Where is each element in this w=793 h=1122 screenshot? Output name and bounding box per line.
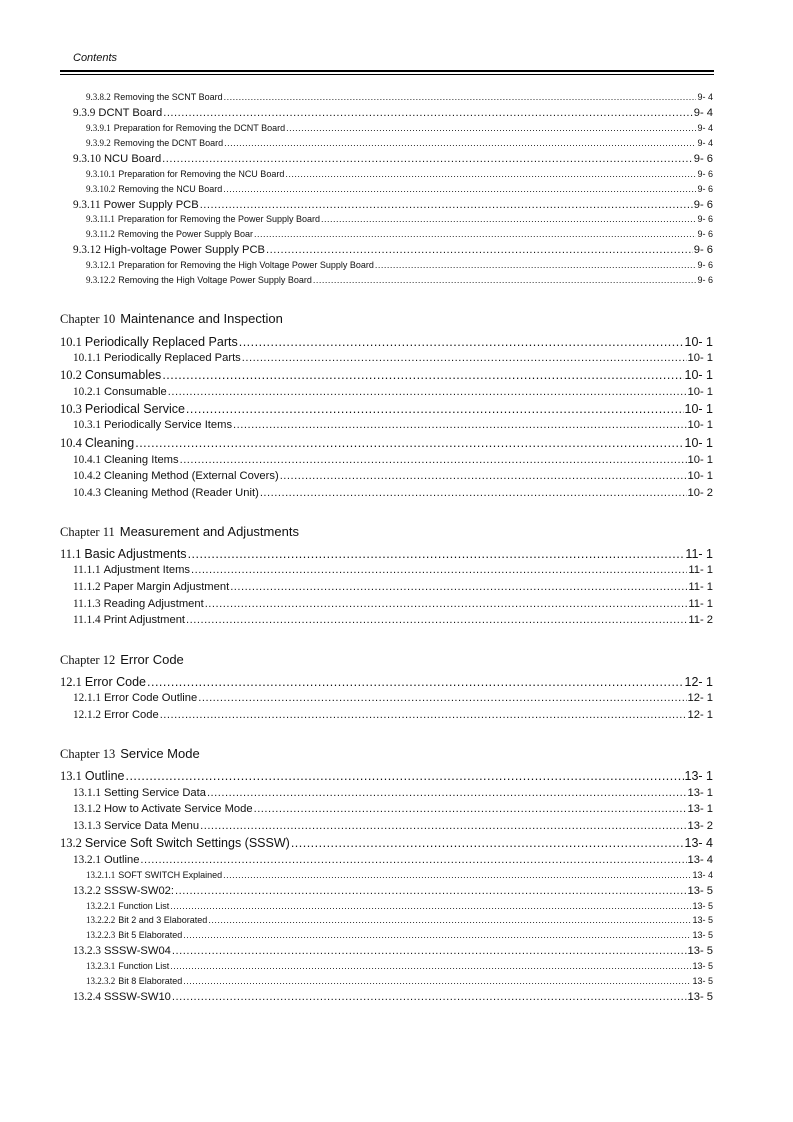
toc-leader-dots	[125, 769, 683, 783]
toc-entry[interactable]	[86, 275, 713, 285]
toc-entry-title: Service Data Menu	[103, 820, 200, 832]
toc-entry-title: Preparation for Removing the NCU Board	[118, 169, 285, 179]
toc-entry-number: 13.2.2.2	[86, 915, 116, 925]
toc-entry-number: 13.2.4	[73, 991, 101, 1003]
toc-entry-title: Periodically Service Items	[103, 419, 233, 431]
toc-entry-number: 10.3.1	[73, 419, 101, 431]
toc-leader-dots	[186, 614, 687, 626]
toc-leader-dots	[224, 92, 697, 102]
toc-entry-title: Cleaning Items	[103, 454, 179, 466]
toc-entry[interactable]	[86, 214, 713, 224]
toc-entry[interactable]	[86, 260, 713, 270]
toc-entry[interactable]	[73, 991, 713, 1003]
toc-entry-number: 10.4.3	[73, 487, 101, 499]
toc-entry-number: 11.1.1	[73, 564, 101, 576]
toc-entry-number: 13.1.3	[73, 820, 101, 832]
toc-entry-page: 9- 4	[697, 92, 713, 102]
toc-entry[interactable]	[73, 199, 713, 211]
toc-leader-dots	[172, 945, 687, 957]
toc-entry-title: Removing the SCNT Board	[113, 92, 223, 102]
toc-entry-page: 11- 1	[685, 547, 713, 561]
toc-entry[interactable]	[86, 138, 713, 148]
toc-entry-page: 9- 6	[697, 214, 713, 224]
toc-entry-number: 9.3.12	[73, 244, 101, 256]
toc-entry[interactable]	[73, 787, 713, 799]
toc-entry[interactable]	[73, 487, 713, 499]
toc-entry-title: Bit 5 Elaborated	[118, 930, 183, 940]
toc-entry-page: 9- 6	[693, 153, 713, 165]
toc-entry[interactable]	[73, 945, 713, 957]
chapter-label: Chapter 12	[60, 653, 116, 667]
toc-leader-dots	[183, 976, 691, 986]
toc-leader-dots	[223, 870, 691, 880]
chapter-label: Chapter 10	[60, 312, 116, 326]
toc-entry-title: Removing the NCU Board	[118, 184, 223, 194]
toc-entry-title: SSSW-SW10	[103, 991, 171, 1003]
toc-leader-dots	[160, 709, 687, 721]
toc-leader-dots	[140, 854, 686, 866]
toc-entry-page: 10- 1	[684, 368, 713, 382]
toc-entry-title: Service Soft Switch Settings (SSSW)	[84, 836, 290, 850]
toc-entry-number: 13.2.2.1	[86, 901, 116, 911]
toc-entry-number: 13.2.3.1	[86, 961, 116, 971]
toc-entry-title: Error Code	[84, 675, 147, 689]
toc-entry[interactable]	[60, 436, 713, 451]
toc-leader-dots	[162, 153, 693, 165]
toc-entry-number: 9.3.10.1	[86, 169, 116, 179]
toc-entry-title: Removing the Power Supply Boar	[117, 229, 253, 239]
toc-entry-number: 9.3.12.1	[86, 260, 116, 270]
toc-entry-page: 10- 1	[687, 470, 713, 482]
toc-entry-number: 9.3.9.2	[86, 138, 111, 148]
toc-entry-title: Paper Margin Adjustment	[103, 581, 230, 593]
toc-entry-title: SSSW-SW04	[103, 945, 171, 957]
toc-leader-dots	[198, 692, 686, 704]
toc-entry[interactable]	[73, 598, 713, 610]
toc-entry-number: 10.4.2	[73, 470, 101, 482]
toc-entry-number: 9.3.12.2	[86, 275, 116, 285]
toc-entry-title: Error Code Outline	[103, 692, 198, 704]
toc-entry-page: 13- 4	[684, 836, 713, 850]
toc-leader-dots	[321, 214, 696, 224]
chapter-heading	[60, 524, 299, 540]
toc-leader-dots	[191, 564, 687, 576]
toc-leader-dots	[286, 123, 696, 133]
toc-entry-page: 10- 1	[684, 436, 713, 450]
toc-entry[interactable]	[73, 153, 713, 165]
header-title: Contents	[73, 52, 118, 64]
toc-entry[interactable]	[73, 803, 713, 815]
toc-entry-page: 9- 6	[697, 169, 713, 179]
toc-entry[interactable]	[60, 547, 713, 562]
toc-entry-title: Consumable	[103, 386, 167, 398]
toc-entry[interactable]	[73, 564, 713, 576]
toc-leader-dots	[186, 402, 684, 416]
toc-leader-dots	[208, 915, 691, 925]
toc-entry-number: 13.2.3.2	[86, 976, 116, 986]
toc-entry-page: 9- 6	[697, 260, 713, 270]
toc-entry-number: 13.2.2	[73, 885, 101, 897]
toc-entry-number: 13.2.1	[73, 854, 101, 866]
toc-entry-title: DCNT Board	[98, 107, 163, 119]
toc-entry-title: Function List	[118, 961, 170, 971]
toc-entry-title: NCU Board	[103, 153, 162, 165]
toc-entry-number: 11.1	[60, 547, 82, 561]
toc-entry-page: 13- 1	[684, 769, 713, 783]
toc-entry-number: 13.1.2	[73, 803, 101, 815]
toc-entry-title: Adjustment Items	[103, 564, 190, 576]
toc-entry[interactable]	[73, 854, 713, 866]
toc-entry-title: Removing the DCNT Board	[113, 138, 224, 148]
toc-entry[interactable]	[73, 470, 713, 482]
toc-entry-title: Outline	[103, 854, 140, 866]
toc-leader-dots	[188, 547, 685, 561]
toc-entry-number: 10.4	[60, 436, 82, 450]
toc-entry-page: 12- 1	[684, 675, 713, 689]
toc-entry-number: 13.2.3	[73, 945, 101, 957]
toc-entry-page: 9- 6	[697, 184, 713, 194]
toc-entry-number: 9.3.10	[73, 153, 101, 165]
toc-leader-dots	[200, 199, 693, 211]
toc-entry-number: 12.1.2	[73, 709, 101, 721]
toc-leader-dots	[242, 352, 687, 364]
toc-entry-page: 13- 5	[692, 915, 713, 925]
toc-entry[interactable]	[60, 402, 713, 417]
toc-entry-title: SOFT SWITCH Explained	[118, 870, 223, 880]
toc-entry-title: Preparation for Removing the High Voltage Power Supply Board	[118, 260, 374, 270]
toc-entry[interactable]	[86, 229, 713, 239]
toc-entry-page: 10- 1	[687, 419, 713, 431]
header-rule	[60, 70, 714, 72]
toc-entry-number: 9.3.11.2	[86, 229, 115, 239]
toc-entry-page: 13- 5	[687, 885, 713, 897]
toc-entry-title: Cleaning Method (External Covers)	[103, 470, 279, 482]
toc-leader-dots	[285, 169, 696, 179]
toc-entry-number: 9.3.8.2	[86, 92, 111, 102]
toc-entry[interactable]	[73, 614, 713, 626]
toc-entry-title: Reading Adjustment	[103, 598, 204, 610]
toc-entry[interactable]	[60, 836, 713, 851]
chapter-title: Maintenance and Inspection	[120, 311, 283, 326]
toc-entry-number: 9.3.11	[73, 199, 101, 211]
toc-entry-page: 10- 1	[684, 402, 713, 416]
toc-leader-dots	[233, 419, 686, 431]
toc-entry-title: How to Activate Service Mode	[103, 803, 253, 815]
toc-entry[interactable]	[86, 901, 713, 911]
toc-entry-number: 13.1	[60, 769, 82, 783]
toc-entry[interactable]	[86, 930, 713, 940]
toc-entry-page: 11- 2	[688, 614, 713, 626]
toc-leader-dots	[135, 436, 683, 450]
toc-entry-number: 9.3.11.1	[86, 214, 115, 224]
toc-leader-dots	[175, 885, 686, 897]
toc-leader-dots	[200, 820, 686, 832]
toc-leader-dots	[170, 901, 691, 911]
toc-leader-dots	[172, 991, 687, 1003]
toc-leader-dots	[313, 275, 697, 285]
toc-entry-page: 9- 4	[697, 138, 713, 148]
toc-entry-title: Power Supply PCB	[103, 199, 199, 211]
chapter-heading	[60, 652, 184, 668]
toc-leader-dots	[254, 229, 696, 239]
toc-leader-dots	[260, 487, 687, 499]
toc-entry-title: Removing the High Voltage Power Supply Board	[118, 275, 312, 285]
toc-entry-title: SSSW-SW02:	[103, 885, 175, 897]
toc-entry-page: 13- 4	[692, 870, 713, 880]
toc-entry-number: 13.2.1.1	[86, 870, 116, 880]
toc-leader-dots	[207, 787, 687, 799]
toc-entry-title: Preparation for Removing the Power Supply Board	[117, 214, 321, 224]
toc-leader-dots	[375, 260, 697, 270]
toc-leader-dots	[223, 184, 696, 194]
toc-entry-page: 11- 1	[688, 598, 713, 610]
chapter-heading	[60, 746, 200, 762]
toc-entry[interactable]	[86, 976, 713, 986]
toc-entry-title: Periodically Replaced Parts	[84, 335, 238, 349]
toc-leader-dots	[170, 961, 691, 971]
toc-leader-dots	[224, 138, 696, 148]
toc-entry-title: Bit 8 Elaborated	[118, 976, 183, 986]
toc-entry[interactable]	[73, 692, 713, 704]
toc-entry-page: 10- 1	[687, 386, 713, 398]
chapter-label: Chapter 11	[60, 525, 115, 539]
chapter-title: Measurement and Adjustments	[119, 524, 299, 539]
toc-entry-page: 13- 5	[692, 976, 713, 986]
toc-entry-number: 13.1.1	[73, 787, 101, 799]
toc-entry[interactable]	[73, 820, 713, 832]
toc-entry[interactable]	[86, 169, 713, 179]
toc-entry-page: 13- 2	[687, 820, 713, 832]
toc-entry-page: 9- 6	[693, 199, 713, 211]
toc-entry-title: Cleaning	[84, 436, 135, 450]
toc-leader-dots	[230, 581, 687, 593]
toc-entry-title: Consumables	[84, 368, 162, 382]
toc-entry[interactable]	[60, 368, 713, 383]
chapter-label: Chapter 13	[60, 747, 116, 761]
toc-leader-dots	[180, 454, 687, 466]
toc-leader-dots	[162, 368, 683, 382]
toc-entry-page: 13- 5	[692, 930, 713, 940]
toc-entry[interactable]	[86, 961, 713, 971]
toc-entry-number: 12.1.1	[73, 692, 101, 704]
toc-entry-title: High-voltage Power Supply PCB	[103, 244, 266, 256]
toc-leader-dots	[280, 470, 687, 482]
toc-entry-page: 10- 2	[687, 487, 713, 499]
toc-entry[interactable]	[86, 92, 713, 102]
toc-entry-number: 11.1.2	[73, 581, 101, 593]
toc-entry[interactable]	[60, 675, 713, 690]
toc-leader-dots	[163, 107, 693, 119]
toc-entry[interactable]	[86, 915, 713, 925]
toc-entry-page: 9- 6	[693, 244, 713, 256]
chapter-title: Service Mode	[120, 746, 200, 761]
toc-entry-page: 11- 1	[688, 564, 713, 576]
toc-leader-dots	[205, 598, 688, 610]
toc-entry-page: 9- 4	[697, 123, 713, 133]
toc-entry[interactable]	[73, 244, 713, 256]
toc-entry-title: Outline	[84, 769, 125, 783]
toc-entry-number: 12.1	[60, 675, 82, 689]
toc-entry-page: 13- 5	[687, 991, 713, 1003]
toc-entry-title: Periodically Replaced Parts	[103, 352, 241, 364]
toc-entry-title: Function List	[118, 901, 170, 911]
toc-entry-page: 11- 1	[688, 581, 713, 593]
toc-entry-title: Bit 2 and 3 Elaborated	[118, 915, 208, 925]
toc-entry-page: 9- 6	[697, 275, 713, 285]
toc-entry-number: 13.2	[60, 836, 82, 850]
toc-entry-number: 9.3.10.2	[86, 184, 116, 194]
toc-entry-page: 10- 1	[687, 454, 713, 466]
header-rule-thin	[60, 74, 714, 75]
toc-entry-page: 13- 5	[687, 945, 713, 957]
toc-entry[interactable]	[60, 335, 713, 350]
toc-entry[interactable]	[86, 870, 713, 880]
toc-entry[interactable]	[73, 454, 713, 466]
toc-entry[interactable]	[73, 581, 713, 593]
toc-entry-page: 12- 1	[687, 692, 713, 704]
chapter-heading	[60, 311, 283, 327]
toc-entry-title: Print Adjustment	[103, 614, 186, 626]
toc-entry-page: 13- 1	[687, 803, 713, 815]
toc-leader-dots	[183, 930, 691, 940]
toc-entry-number: 10.4.1	[73, 454, 101, 466]
chapter-title: Error Code	[120, 652, 184, 667]
toc-entry-page: 13- 5	[692, 961, 713, 971]
toc-entry[interactable]	[73, 352, 713, 364]
toc-leader-dots	[239, 335, 684, 349]
toc-entry[interactable]	[73, 386, 713, 398]
toc-entry-page: 12- 1	[687, 709, 713, 721]
toc-leader-dots	[254, 803, 687, 815]
toc-entry-number: 11.1.3	[73, 598, 101, 610]
toc-entry[interactable]	[73, 107, 713, 119]
toc-entry[interactable]	[73, 419, 713, 431]
toc-entry-number: 10.1	[60, 335, 82, 349]
toc-entry-title: Basic Adjustments	[84, 547, 187, 561]
toc-entry[interactable]	[73, 885, 713, 897]
toc-entry-number: 10.2	[60, 368, 82, 382]
toc-leader-dots	[168, 386, 687, 398]
toc-entry-page: 13- 1	[687, 787, 713, 799]
toc-entry-title: Cleaning Method (Reader Unit)	[103, 487, 259, 499]
toc-entry-title: Setting Service Data	[103, 787, 206, 799]
toc-entry-title: Error Code	[103, 709, 159, 721]
toc-entry[interactable]	[86, 184, 713, 194]
toc-leader-dots	[266, 244, 693, 256]
toc-entry-page: 13- 4	[687, 854, 713, 866]
toc-entry-page: 9- 6	[697, 229, 713, 239]
toc-entry-number: 13.2.2.3	[86, 930, 116, 940]
toc-entry-page: 10- 1	[687, 352, 713, 364]
toc-entry-page: 10- 1	[684, 335, 713, 349]
toc-entry-number: 10.1.1	[73, 352, 101, 364]
toc-entry-number: 10.2.1	[73, 386, 101, 398]
toc-entry[interactable]	[86, 123, 713, 133]
toc-entry-page: 13- 5	[692, 901, 713, 911]
toc-entry[interactable]	[60, 769, 713, 784]
toc-entry-number: 10.3	[60, 402, 82, 416]
toc-entry-title: Periodical Service	[84, 402, 185, 416]
toc-entry-number: 11.1.4	[73, 614, 101, 626]
toc-entry-title: Preparation for Removing the DCNT Board	[113, 123, 286, 133]
toc-entry-number: 9.3.9.1	[86, 123, 111, 133]
toc-entry-number: 9.3.9	[73, 107, 96, 119]
toc-leader-dots	[147, 675, 683, 689]
toc-entry-page: 9- 4	[693, 107, 713, 119]
toc-leader-dots	[291, 836, 684, 850]
toc-entry[interactable]	[73, 709, 713, 721]
